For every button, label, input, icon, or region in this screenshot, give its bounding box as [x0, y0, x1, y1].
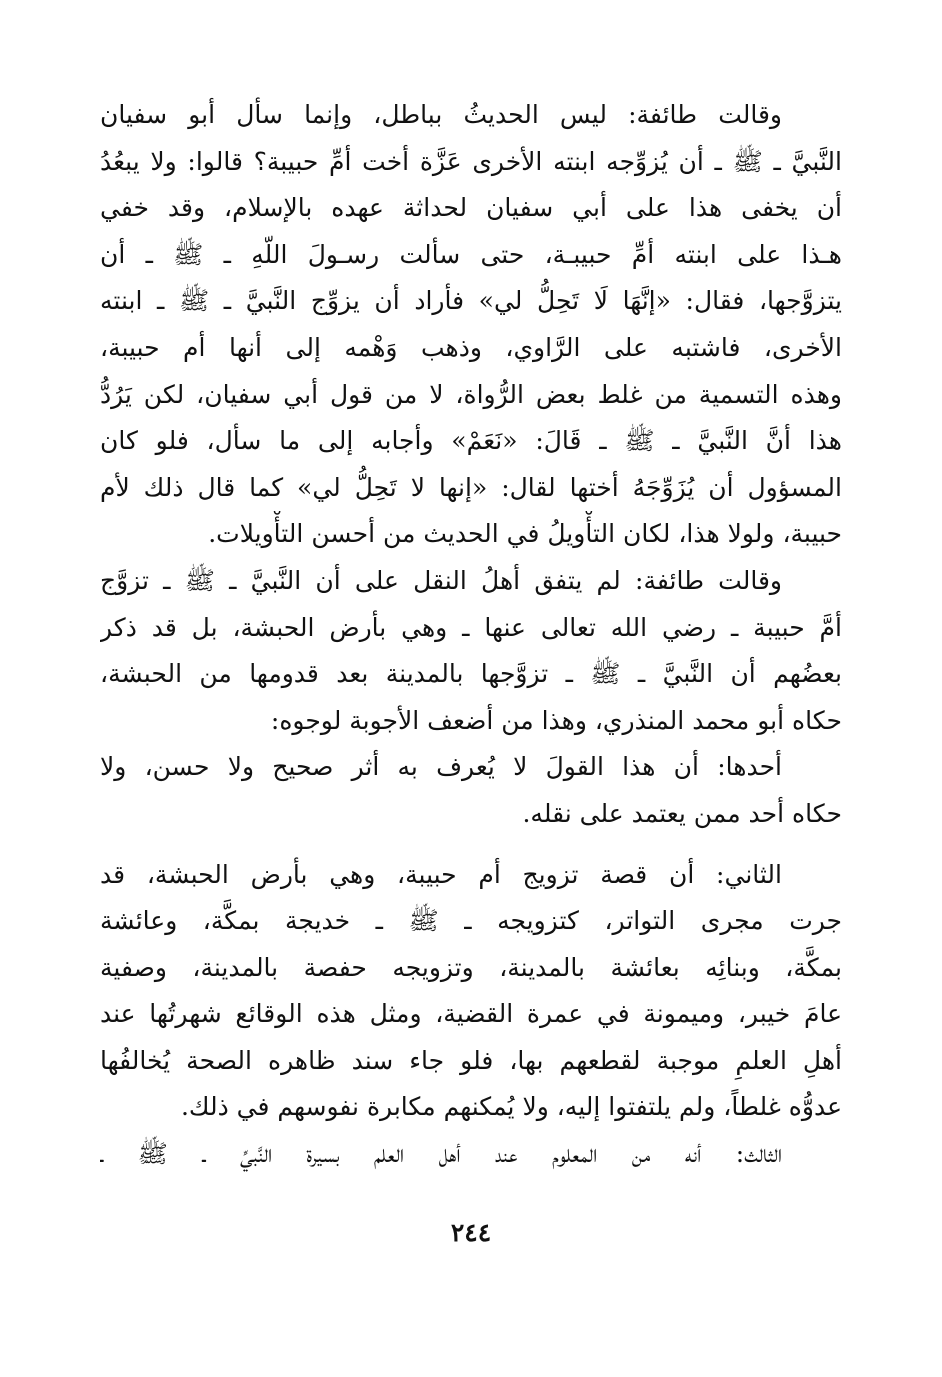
- paragraph-line: النَّبيَّ ـ ﷺ ـ أن يُزوِّجه ابنته الأخرى عَزَّة أخت أمِّ حبيبة؟ قالوا: ولا يبعُدُ: [100, 146, 842, 176]
- paragraph-line: الثاني: أن قصة تزويج أم حبيبة، وهي بأرض الحبشة، قد: [100, 859, 782, 889]
- paragraph-line: عدوُّه غلطاً، ولم يلتفتوا إليه، ولا يُمكنهم مكابرة نفوسهم في ذلك.: [180, 1092, 842, 1122]
- paragraph-line: هـذا على ابنته أمِّ حبيبـة، حتى سألت رسـولَ اللّهِ ـ ﷺ ـ أن: [100, 239, 842, 269]
- paragraph-line: عامَ خيبر، وميمونة في عمرة القضية، ومثل هذه الوقائع شهرتُها عند: [100, 999, 842, 1029]
- paragraph-gap: [100, 838, 842, 852]
- paragraph-line: هذا أنَّ النَّبيَّ ـ ﷺ ـ قَالَ: «نَعَمْ» وأجابه إلى ما سأل، فلو كان: [100, 426, 842, 456]
- paragraph-line: أحدها: أن هذا القولَ لا يُعرف به أثر صحيح ولا حسن، ولا: [100, 752, 782, 782]
- paragraph-line: وقالت طائفة: ليس الحديثُ بباطل، وإنما سأل أبو سفيان: [100, 100, 782, 129]
- paragraph-line: بعضُهم أن النَّبيَّ ـ ﷺ ـ تزوَّجها بالمدينة بعد قدومها من الحبشة،: [100, 659, 842, 689]
- paragraph-line: أمَّ حبيبة ـ رضي الله تعالى عنها ـ وهي بأرض الحبشة، بل قد ذكر: [100, 612, 842, 642]
- paragraph-line: الأخرى، فاشتبه على الرَّاوي، وذهب وَهْمه إلى أنها أم حبيبة،: [100, 332, 842, 362]
- paragraph-line: المسؤول أن يُزَوِّجَهُ أختها لقال: «إنها لا تَحِلُّ لي» كما قال ذلك لأم: [100, 472, 842, 502]
- paragraph-line: حكاه أحد ممن يعتمد على نقله.: [522, 798, 842, 828]
- paragraph-line: وهذه التسمية من غلط بعض الرُّواة، لا من قول أبي سفيان، لكن يَرُدُّ: [100, 379, 842, 409]
- paragraph-line: يتزوَّجها، فقال: «إنَّهَا لَا تَحِلُّ لي» فأراد أن يزوِّج النَّبيَّ ـ ﷺ ـ ابنته: [100, 286, 842, 316]
- paragraph-line: الثالث: أنه من المعلوم عند أهل العلم بسيرة النَّبيِّ ـ ﷺ ـ: [100, 1139, 782, 1169]
- paragraph-line: أن يخفى هذا على أبي سفيان لحداثة عهده بالإسلام، وقد خفي: [100, 193, 842, 223]
- paragraph-line: أهلِ العلمِ موجبة لقطعهم بها، فلو جاء سند ظاهره الصحة يُخالفُها: [100, 1045, 842, 1075]
- paragraph-line: وقالت طائفة: لم يتفق أهلُ النقل على أن النَّبيَّ ـ ﷺ ـ تزوَّج: [100, 565, 782, 595]
- paragraph-line: جرت مجرى التواتر، كتزويجه ـ ﷺ ـ خديجة بمكَّة، وعائشة: [100, 906, 842, 936]
- paragraph-line: حبيبة، ولولا هذا، لكان التأْويلُ في الحديث من أحسن التأْويلات.: [208, 519, 842, 549]
- page-body-text: [100, 92, 842, 1178]
- paragraph-line: بمكَّة، وبنائِه بعائشة بالمدينة، وتزويجه حفصة بالمدينة، وصفية: [100, 952, 842, 982]
- paragraph-line: حكاه أبو محمد المنذري، وهذا من أضعف الأجوبة لوجوه:: [270, 705, 842, 735]
- page-number: ٢٤٤: [450, 1218, 492, 1247]
